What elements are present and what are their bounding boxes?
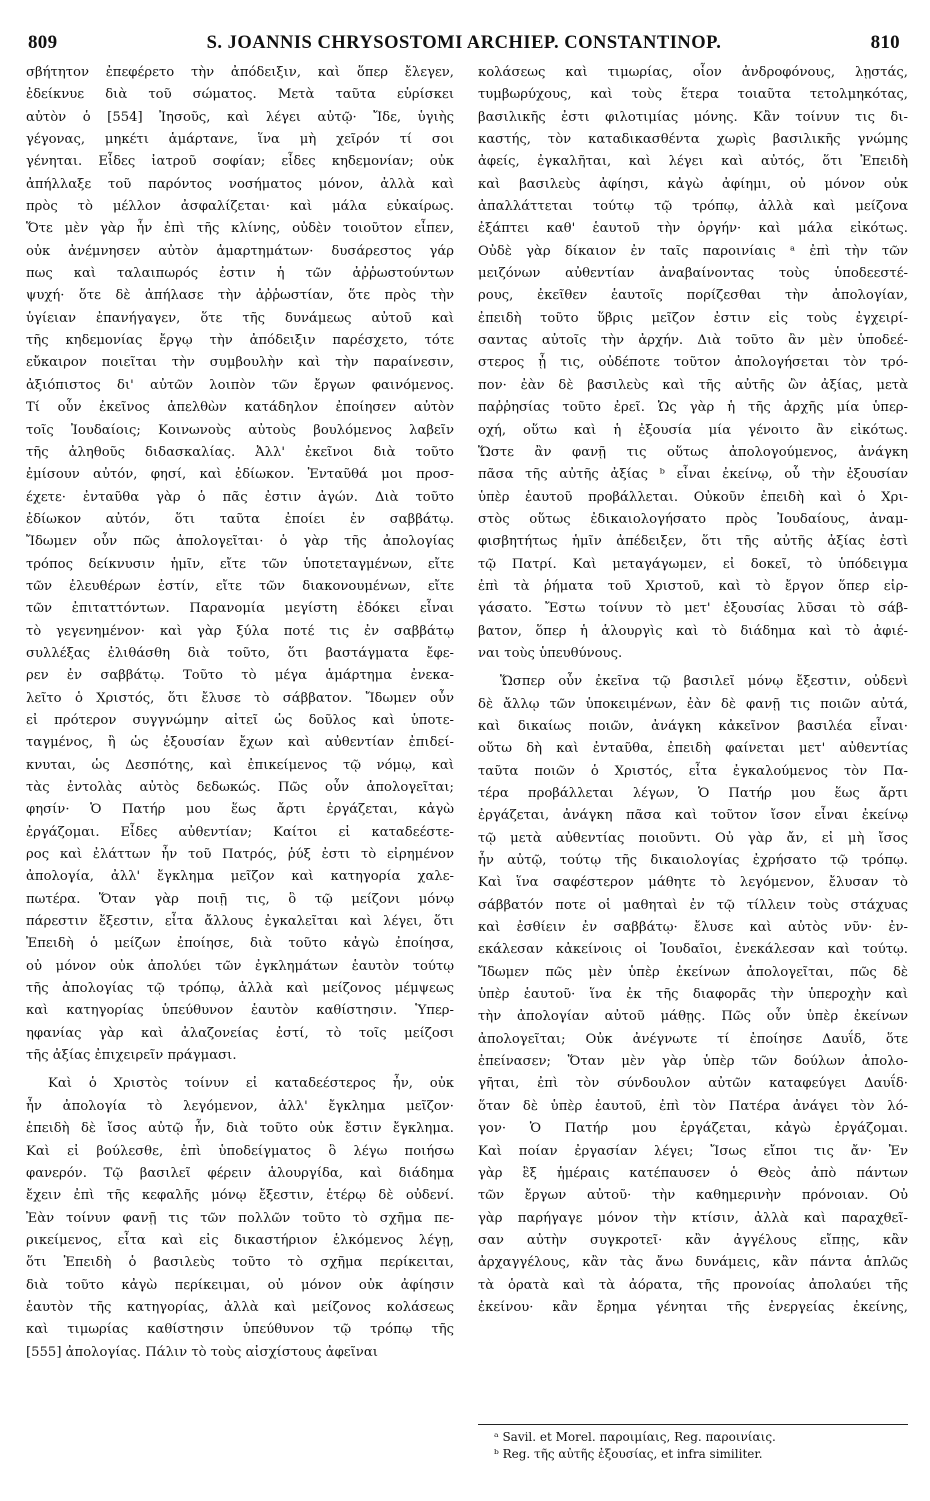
text-line: τυμβωρύχους, καὶ τοὺς ἕτερα τοιαῦτα τετολμηκότας, [478,87,908,103]
text-line: διὰ τοῦτο κἀγὼ περίκειμαι, οὐ μόνον οὐκ ἀφίησιν [26,1277,454,1293]
text-line: στὸς οὕτως ἐδικαιολογήσατο πρὸς Ἰουδαίους, ἀναμ- [478,511,908,527]
text-line: σβήτητον ἐπεφέρετο τὴν ἀπόδειξιν, καὶ ὅπερ ἔλεγεν, [26,65,454,80]
text-line: τῷ Πατρί. Καὶ μεταγάγωμεν, εἰ δοκεῖ, τὸ ὑπόδειγμα [478,556,908,572]
text-line: ἑαυτὸν τῆς κατηγορίας, ἀλλὰ καὶ μείζονος κολάσεως [26,1299,454,1315]
text-line: γέγονας, μηκέτι ἁμάρτανε, ἵνα μὴ χεῖρόν τί σοι [26,132,454,148]
text-line: ἀφείς, ἐγκαλῆται, καὶ λέγει καὶ αὐτός, ὅτι Ἐπειδὴ [478,154,908,170]
text-line: εἰ πρότερον συγγνώμην αἰτεῖ ὡς δοῦλος καὶ ὑποτε- [26,712,454,728]
text-line: τὸ γεγενημένον· καὶ γὰρ ξύλα ποτέ τις ἐν σαββάτῳ [26,623,454,639]
page-number-right: 810 [870,32,900,53]
text-line: λεῖτο ὁ Χριστός, ὅτι ἔλυσε τὸ σάββατον. Ἴδωμεν οὖν [26,690,454,706]
text-line: τέρα προβάλλεται λέγων, Ὁ Πατήρ μου ἕως ἄρτι [478,786,908,801]
text-line: καὶ ἐσθίειν ἐν σαββάτῳ· ἔλυσε καὶ αὐτὸς νῦν· ἐν- [478,920,908,936]
text-line: ἀρχαγγέλους, κἂν τὰς ἄνω δυνάμεις, κἂν πάντα ἁπλῶς [478,1255,908,1271]
text-line: βασιλικῆς ἐστι φιλοτιμίας μόνης. Κἂν τοίνυν τις δι- [478,109,908,125]
text-line: οὐ μόνον οὐκ ἀπολύει τῶν ἐγκλημάτων ἑαυτὸν τούτῳ [26,958,454,974]
text-line: Καὶ ἵνα σαφέστερον μάθητε τὸ λεγόμενον, ἔλυσαν τὸ [478,875,908,891]
text-line: φανερόν. Τῷ βασιλεῖ φέρειν ἁλουργίδα, καὶ διάδημα [26,1165,454,1181]
text-line: τῶν ἔργων αὐτοῦ· τὴν καθημερινὴν πρόνοιαν. Οὐ [478,1188,908,1204]
text-line: ἐπειδὴ δὲ ἴσος αὐτῷ ἦν, διὰ τοῦτο οὐκ ἔστιν ἔγκλημα. [26,1121,454,1137]
right-column [478,62,908,1319]
page-number-left: 809 [28,32,58,53]
text-line: σαν αὐτὴν συγκροτεῖ· κἂν ἀγγέλους εἴπῃς, κἂν [478,1232,908,1248]
text-line: αὐτὸν ὁ [554] Ἰησοῦς, καὶ λέγει αὐτῷ· Ἴδε, ὑγιὴς [26,109,454,125]
text-line: κνυται, ὡς Δεσπότης, καὶ ἐπικείμενος τῷ νόμῳ, καὶ [26,757,454,773]
text-line: ἐδίωκον αὐτόν, ὅτι ταῦτα ἐποίει ἐν σαββάτῳ. [26,511,454,527]
text-line: τρόπος δείκνυσιν ἡμῖν, εἴτε τῶν ὑποτεταγμένων, εἴτε [26,556,454,572]
text-line: ναι τοὺς ὑπευθύνους. [478,645,623,661]
text-line: Ὥσπερ οὖν ἐκεῖνα τῷ βασιλεῖ μόνῳ ἔξεστιν, οὐδενὶ [500,674,908,690]
text-line: μειζόνων αὐθεντίαν ἀναβαίνοντας τοὺς ὑποδεεστέ- [478,266,908,282]
text-line: ἐδείκνυε διὰ τοῦ σώματος. Μετὰ ταῦτα εὑρίσκει [26,87,454,103]
text-line: στερος ᾖ τις, οὐδέποτε τοῦτον ἀπολογήσεται τὸν τρό- [478,355,908,371]
text-line: ἀξιόπιστος δι' αὐτῶν λοιπὸν τῶν ἔργων φαινόμενος. [26,377,454,393]
text-line: παῤῥησίας τοῦτο ἐρεῖ. Ὡς γὰρ ἡ τῆς ἀρχῆς μία ὑπερ- [478,400,908,416]
text-line: ρους, ἐκεῖθεν ἑαυτοῖς πορίζεσθαι τὴν ἀπολογίαν, [478,288,908,304]
text-line: πον· ἐὰν δὲ βασιλεὺς καὶ τῆς αὐτῆς ὢν ἀξίας, μετὰ [478,377,908,393]
text-line: γὰρ παρήγαγε μόνον τὴν κτίσιν, ἀλλὰ καὶ παραχθεῖ- [478,1210,908,1226]
text-line: ὅταν δὲ ὑπὲρ ἑαυτοῦ, ἐπὶ τὸν Πατέρα ἀνάγει τὸν λό- [478,1098,908,1114]
text-line: εκάλεσαν κἀκείνοις οἱ Ἰουδαῖοι, ἐνεκάλεσαν καὶ τούτῳ. [478,942,908,958]
text-line: δὲ ἄλλῳ τῶν ὑποκειμένων, ἐὰν δὲ φανῇ τις ποιῶν αὐτά, [478,696,908,712]
text-line: Ἐὰν τοίνυν φανῇ τις τῶν πολλῶν τοῦτο τὸ σχῆμα πε- [26,1210,454,1226]
text-line: ἐργάζεται, ἀνάγκη πᾶσα καὶ τοῦτον ἴσον εἶναι ἐκείνῳ [478,808,908,824]
text-line: ἦν αὐτῷ, τούτῳ τῆς δικαιολογίας ἐχρήσατο τῷ τρόπῳ. [478,853,908,869]
text-line: ρικείμενος, εἶτα καὶ εἰς δικαστήριον ἑλκόμενος λέγῃ, [26,1232,454,1248]
text-line: σαντας αὐτοῖς τὴν ἀρχήν. Διὰ τοῦτο ἂν μὲν ὑποδεέ- [478,333,908,349]
text-line: καστής, τὸν καταδικασθέντα χωρὶς βασιλικῆς γνώμης [478,132,908,148]
running-header [28,32,900,60]
text-line: τῶν ἐλευθέρων ἐστίν, εἴτε τῶν διακονουμένων, εἴτε [26,578,454,594]
text-line: ἦν ἀπολογία τὸ λεγόμενον, ἀλλ' ἔγκλημα μεῖζον· [26,1098,454,1114]
text-line: πᾶσα τῆς αὐτῆς ἀξίας ᵇ εἶναι ἐκείνῳ, οὗ τὴν ἐξουσίαν [478,467,908,483]
footnotes [478,1424,908,1463]
text-line: ὅτι Ἐπειδὴ ὁ βασιλεὺς τοῦτο τὸ σχῆμα περίκειται, [26,1255,454,1271]
text-line: τῆς ἀπολογίας τῷ τρόπῳ, ἀλλὰ καὶ μείζονος μέμψεως [26,981,454,997]
text-line: ηφανίας γὰρ καὶ ἀλαζονείας ἐστί, τὸ τοῖς μείζοσι [26,1025,454,1041]
text-line: γῆται, ἐπὶ τὸν σύνδουλον αὐτῶν καταφεύγει Δαυΐδ· [478,1076,908,1092]
text-line: οὐκ ἀνέμνησεν αὐτὸν ἁμαρτημάτων· δυσάρεστος γάρ [26,243,454,259]
text-line: Οὐδὲ γὰρ δίκαιον ἐν ταῖς παροινίαις ᵃ ἐπὶ τὴν τῶν [478,243,908,259]
text-line: καὶ δικαίως ποιῶν, ἀνάγκη κἀκεῖνον βασιλέα εἶναι· [478,718,908,734]
text-line: πως καὶ ταλαιπωρός ἐστιν ἡ τῶν ἀῤῥωστούντων [26,266,454,282]
footnote-rule [478,1424,908,1425]
text-line: Ἐπειδὴ ὁ μείζων ἐποίησε, διὰ τοῦτο κἀγὼ ἐποίησα, [26,936,454,952]
text-line: πάρεστιν ἔξεστιν, εἶτα ἄλλους ἐγκαλεῖται καὶ λέγει, ὅτι [26,914,454,930]
text-line: φισβητήτως ἡμῖν ἀπέδειξεν, ὅτι τῆς αὐτῆς ἀξίας ἐστὶ [478,534,908,550]
text-line: ἐμίσουν αὐτόν, φησί, καὶ ἐδίωκον. Ἐνταῦθά μοι προσ- [26,467,454,483]
text-line: γένηται. Εἶδες ἰατροῦ σοφίαν; εἶδες κηδεμονίαν; οὐκ [26,154,454,170]
text-line: ὑπὲρ ἑαυτοῦ· ἵνα ἐκ τῆς διαφορᾶς τὴν ὑπεροχὴν καὶ [478,987,908,1003]
text-line: τὰς ἐντολὰς αὐτὸς δεδωκώς. Πῶς οὖν ἀπολογεῖται; [26,780,454,795]
text-line: Ἴδωμεν πῶς μὲν ὑπὲρ ἐκείνων ἀπολογεῖται, πῶς δὲ [478,964,908,980]
text-line: πρὸς τὸ μέλλον ἀσφαλίζεται· καὶ μάλα εὐκαίρως. [26,199,454,215]
text-line: ἀπολογία, ἀλλ' ἔγκλημα μεῖζον καὶ κατηγορία χαλε- [26,869,454,885]
text-line: Καὶ εἰ βούλεσθε, ἐπὶ ὑποδείγματος ὃ λέγω ποιήσω [26,1143,454,1159]
text-line: τὴν ἀπολογίαν αὐτοῦ μάθῃς. Πῶς οὖν ὑπὲρ ἐκείνων [478,1009,908,1025]
text-line: ρεν ἐν σαββάτῳ. Τοῦτο τὸ μέγα ἁμάρτημα ἐνεκα- [26,668,454,684]
text-line: καὶ τιμωρίας καθίστησιν ὑπεύθυνον τῷ τρόπῳ τῆς [26,1322,454,1338]
text-line: Ὥστε ἂν φανῇ τις οὕτως ἀπολογούμενος, ἀνάγκη [478,444,908,460]
text-line: ἐπειδὴ τοῦτο ὕβρις μεῖζον ἐστιν εἰς τοὺς ἐγχειρί- [478,310,908,326]
text-line: ἐπείνασεν; Ὅταν μὲν γὰρ ὑπὲρ τῶν δούλων ἀπολο- [478,1054,908,1070]
text-line: Τί οὖν ἐκεῖνος ἀπελθὼν κατάδηλον ἐποίησεν αὐτὸν [26,400,454,416]
text-line: κολάσεως καὶ τιμωρίας, οἷον ἀνδροφόνους, λῃστάς, [478,65,908,80]
text-line: ἀπήλλαξε τοῦ παρόντος νοσήματος μόνον, ἀλλὰ καὶ [26,176,454,192]
text-line: γον· Ὁ Πατήρ μου ἐργάζεται, κἀγὼ ἐργάζομαι. [478,1121,908,1137]
text-line: ἐκείνου· κἂν ἔρημα γένηται τῆς ἐνεργείας ἐκείνης, [478,1299,908,1315]
text-line: Ἴδωμεν οὖν πῶς ἀπολογεῖται· ὁ γὰρ τῆς ἀπολογίας [26,534,454,550]
text-line: ἐξάπτει καθ' ἑαυτοῦ τὴν ὀργήν· καὶ μάλα εἰκότως. [478,221,908,237]
text-line: ἔχειν ἐπὶ τῆς κεφαλῆς μόνῳ ἔξεστιν, ἑτέρῳ δὲ οὐδενί. [26,1188,454,1204]
text-line: ἐργάζομαι. Εἶδες αὐθεντίαν; Καίτοι εἰ καταδεέστε- [26,824,454,840]
text-line: σάββατόν ποτε οἱ μαθηταὶ ἐν τῷ τίλλειν τοὺς στάχυας [478,897,908,913]
text-line: πωτέρα. Ὅταν γὰρ ποιῇ τις, ὃ τῷ μείζονι μόνῳ [26,891,454,907]
text-line: βατον, ὅπερ ἡ ἁλουργὶς καὶ τὸ διάδημα καὶ τὸ ἀφιέ- [478,623,908,639]
text-line: τῆς ἀληθοῦς διδασκαλίας. Ἀλλ' ἐκεῖνοι διὰ τοῦτο [26,444,454,460]
text-line: τῆς κηδεμονίας ἔργῳ τὴν ἀπόδειξιν παρέσχετο, τότε [26,333,454,349]
text-line: Καὶ ὁ Χριστὸς τοίνυν εἰ καταδεέστερος ἦν, οὐκ [48,1076,454,1092]
text-line: τοῖς Ἰουδαίοις; Κοινωνοὺς αὐτοὺς βουλόμενος λαβεῖν [26,422,454,438]
footnote-b: ᵇ Reg. τῆς αὐτῆς ἐξουσίας, et infra similiter. [494,1447,763,1461]
text-line: φησίν· Ὁ Πατήρ μου ἕως ἄρτι ἐργάζεται, κἀγὼ [26,802,454,818]
text-line: εὔκαιρον ποιεῖται τὴν συμβουλὴν καὶ τὴν παραίνεσιν, [26,355,454,371]
text-line: οὕτω δὴ καὶ ἐνταῦθα, ἐπειδὴ φαίνεται μετ' αὐθεντίας [478,741,908,757]
text-line: ρος καὶ ἐλάττων ἦν τοῦ Πατρός, ῥύξ ἐστι τὸ εἰρημένον [26,847,454,863]
text-line: ἀπολογεῖται; Οὐκ ἀνέγνωτε τί ἐποίησε Δαυΐδ, ὅτε [478,1031,908,1047]
text-line: τῷ μετὰ αὐθεντίας ποιοῦντι. Οὐ γὰρ ἄν, εἰ μὴ ἴσος [478,830,908,846]
text-line: ὑπὲρ ἑαυτοῦ προβάλλεται. Οὐκοῦν ἐπειδὴ καὶ ὁ Χρι- [478,489,908,505]
text-line: [555] ἀπολογίας. Πάλιν τὸ τοὺς αἰσχίστους ἀφεῖναι [26,1344,378,1360]
text-line: ψυχή· ὅτε δὲ ἀπήλασε τὴν ἀῤῥωστίαν, ὅτε πρὸς τὴν [26,288,454,304]
text-line: ταγμένος, ἢ ὡς ἐξουσίαν ἔχων καὶ αὐθεντίαν ἐπιδεί- [26,735,454,751]
text-line: ὑγίειαν ἐπανήγαγεν, ὅτε τῆς δυνάμεως αὐτοῦ καὶ [26,310,454,326]
text-line: γὰρ ἓξ ἡμέραις κατέπαυσεν ὁ Θεὸς ἀπὸ πάντων [478,1165,908,1181]
text-line: καὶ κατηγορίας ὑπεύθυνον ἑαυτὸν καθίστησιν. Ὑπερ- [26,1003,454,1019]
text-line: τῆς ἀξίας ἐπιχειρεῖν πράγμασι. [26,1048,237,1064]
text-line: ἀπαλλάττεται τούτῳ τῷ τρόπῳ, ἀλλὰ καὶ μείζονα [478,199,908,215]
text-line: καὶ βασιλεὺς ἀφίησι, κἀγὼ ἀφίημι, οὐ μόνον οὐκ [478,176,908,192]
running-title: S. JOANNIS CHRYSOSTOMI ARCHIEP. CONSTANTINOP. [206,33,722,53]
left-column [26,62,454,1364]
text-line: γάσατο. Ἔστω τοίνυν τὸ μετ' ἐξουσίας λῦσαι τὸ σάβ- [478,601,908,617]
footnote-a: ᵃ Savil. et Morel. παροιμίαις, Reg. παροινίαις. [494,1430,776,1444]
text-line: ἐπὶ τὰ ῥήματα τοῦ Χριστοῦ, καὶ τὸ ἔργον ὅπερ εἰρ- [478,578,908,594]
text-line: έχετε· ἐνταῦθα γὰρ ὁ πᾶς ἐστιν ἀγών. Διὰ τοῦτο [26,489,454,505]
text-line: τῶν ἐπιταττόντων. Παρανομία μεγίστη ἐδόκει εἶναι [26,601,454,617]
text-line: ταῦτα ποιῶν ὁ Χριστός, εἶτα ἐγκαλούμενος τὸν Πα- [478,763,908,779]
text-line: Ὅτε μὲν γὰρ ἦν ἐπὶ τῆς κλίνης, οὐδὲν τοιοῦτον εἶπεν, [26,221,454,237]
text-line: Καὶ ποίαν ἐργασίαν λέγει; Ἴσως εἴποι τις ἄν· Ἐν [478,1143,908,1159]
text-line: τὰ ὁρατὰ καὶ τὰ ἀόρατα, τῆς προνοίας ἀπολαύει τῆς [478,1277,908,1293]
text-line: οχή, οὕτω καὶ ἡ ἐξουσία μία γένοιτο ἂν εἰκότως. [478,422,908,438]
text-line: συλλέξας ἐλιθάσθη διὰ τοῦτο, ὅτι βαστάγματα ἔφε- [26,645,454,661]
